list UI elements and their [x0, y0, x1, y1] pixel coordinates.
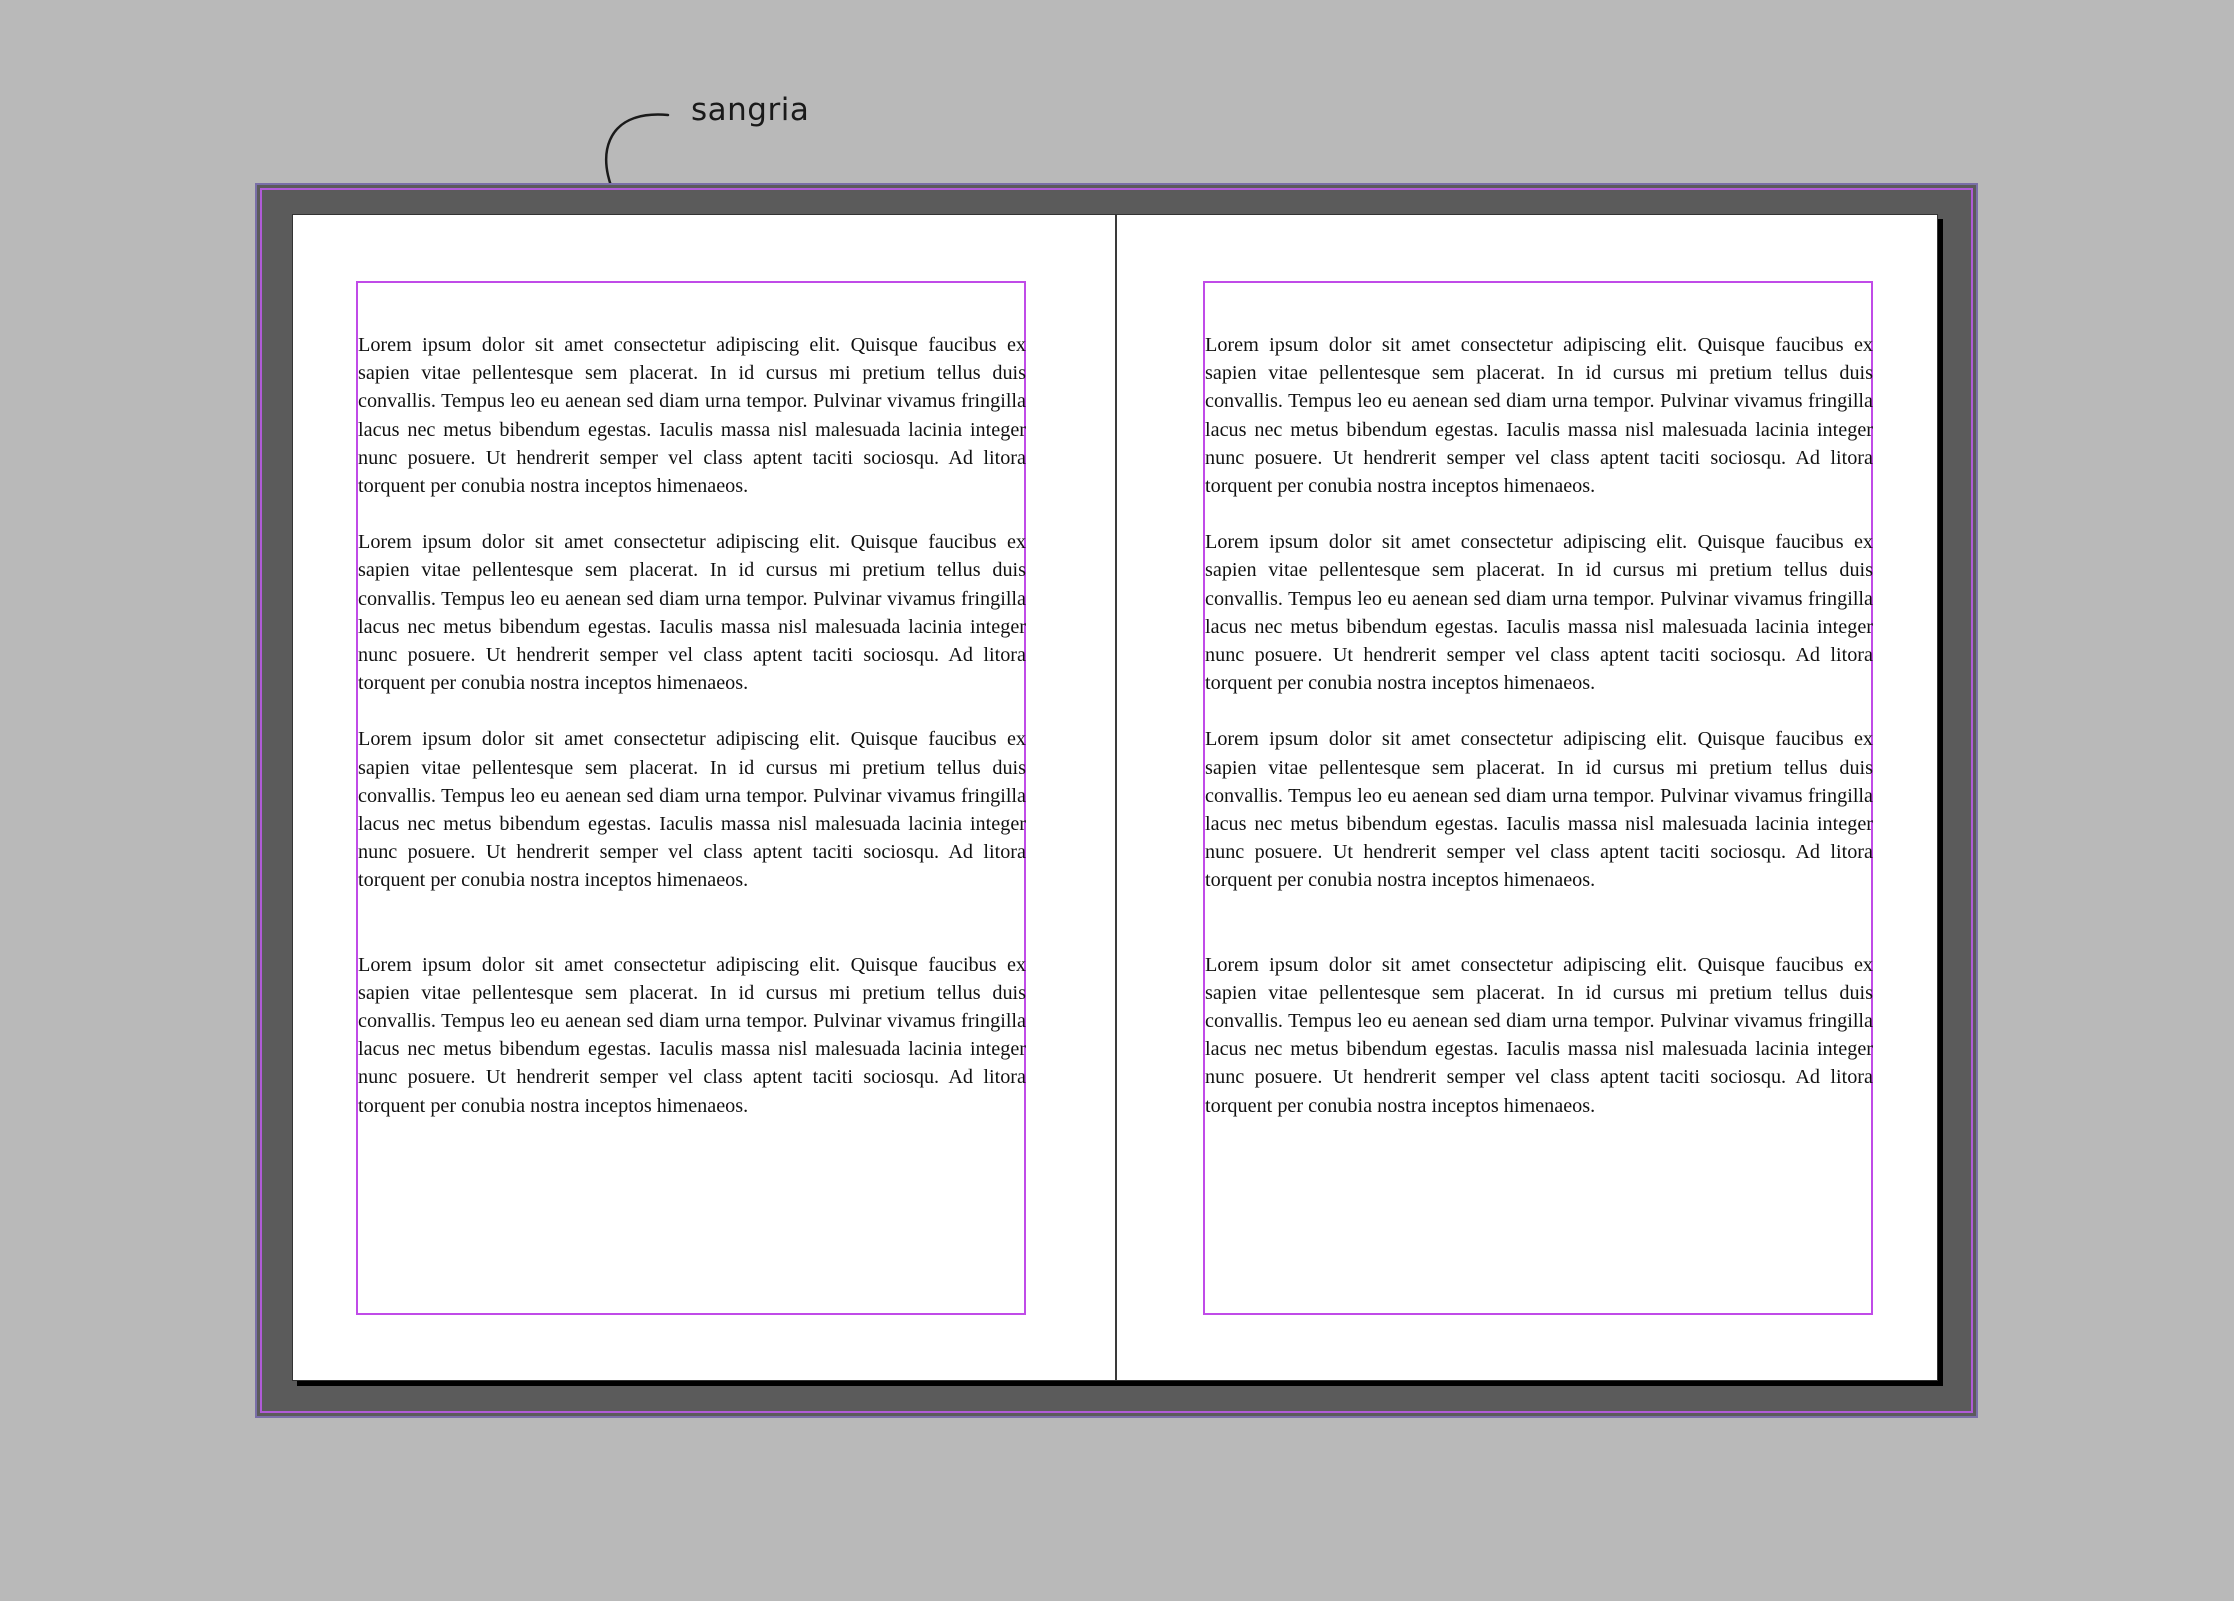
- paragraph: Lorem ipsum dolor sit amet consectetur adipiscing elit. Quisque faucibus ex sapien vitae pellentesque sem placerat. In id cursus mi pretium tellus duis convallis. Tempus leo eu aenean sed diam urna tempor. Pulvinar vivamus fringilla lacus nec metus bibendum egestas. Iaculis massa nisl malesuada lacinia integer nunc posuere. Ut hendrerit semper vel class aptent taciti sociosqu. Ad litora torquent per conubia nostra inceptos himenaeos.: [1205, 334, 1873, 498]
- paragraph: Lorem ipsum dolor sit amet consectetur adipiscing elit. Quisque faucibus ex sapien vitae pellentesque sem placerat. In id cursus mi pretium tellus duis convallis. Tempus leo eu aenean sed diam urna tempor. Pulvinar vivamus fringilla lacus nec metus bibendum egestas. Iaculis massa nisl malesuada lacinia integer nunc posuere. Ut hendrerit semper vel class aptent taciti sociosqu. Ad litora torquent per conubia nostra inceptos himenaeos.: [358, 531, 1026, 695]
- spine-fold: [1115, 215, 1117, 1380]
- paragraph: Lorem ipsum dolor sit amet consectetur adipiscing elit. Quisque faucibus ex sapien vitae pellentesque sem placerat. In id cursus mi pretium tellus duis convallis. Tempus leo eu aenean sed diam urna tempor. Pulvinar vivamus fringilla lacus nec metus bibendum egestas. Iaculis massa nisl malesuada lacinia integer nunc posuere. Ut hendrerit semper vel class aptent taciti sociosqu. Ad litora torquent per conubia nostra inceptos himenaeos.: [358, 728, 1026, 892]
- paragraph: Lorem ipsum dolor sit amet consectetur adipiscing elit. Quisque faucibus ex sapien vitae pellentesque sem placerat. In id cursus mi pretium tellus duis convallis. Tempus leo eu aenean sed diam urna tempor. Pulvinar vivamus fringilla lacus nec metus bibendum egestas. Iaculis massa nisl malesuada lacinia integer nunc posuere. Ut hendrerit semper vel class aptent taciti sociosqu. Ad litora torquent per conubia nostra inceptos himenaeos.: [1205, 728, 1873, 892]
- left-page-margin-guide: [356, 281, 1026, 1315]
- paragraph: Lorem ipsum dolor sit amet consectetur adipiscing elit. Quisque faucibus ex sapien vitae pellentesque sem placerat. In id cursus mi pretium tellus duis convallis. Tempus leo eu aenean sed diam urna tempor. Pulvinar vivamus fringilla lacus nec metus bibendum egestas. Iaculis massa nisl malesuada lacinia integer nunc posuere. Ut hendrerit semper vel class aptent taciti sociosqu. Ad litora torquent per conubia nostra inceptos himenaeos.: [358, 953, 1026, 1117]
- sangria-label: sangria: [691, 92, 810, 128]
- paragraph: Lorem ipsum dolor sit amet consectetur adipiscing elit. Quisque faucibus ex sapien vitae pellentesque sem placerat. In id cursus mi pretium tellus duis convallis. Tempus leo eu aenean sed diam urna tempor. Pulvinar vivamus fringilla lacus nec metus bibendum egestas. Iaculis massa nisl malesuada lacinia integer nunc posuere. Ut hendrerit semper vel class aptent taciti sociosqu. Ad litora torquent per conubia nostra inceptos himenaeos.: [1205, 531, 1873, 695]
- right-page-text-frame: [1205, 331, 1873, 1148]
- paragraph: Lorem ipsum dolor sit amet consectetur adipiscing elit. Quisque faucibus ex sapien vitae pellentesque sem placerat. In id cursus mi pretium tellus duis convallis. Tempus leo eu aenean sed diam urna tempor. Pulvinar vivamus fringilla lacus nec metus bibendum egestas. Iaculis massa nisl malesuada lacinia integer nunc posuere. Ut hendrerit semper vel class aptent taciti sociosqu. Ad litora torquent per conubia nostra inceptos himenaeos.: [1205, 953, 1873, 1117]
- left-page-text-frame: [358, 331, 1026, 1148]
- page-spread: [292, 214, 1938, 1381]
- right-page-margin-guide: [1203, 281, 1873, 1315]
- paragraph: Lorem ipsum dolor sit amet consectetur adipiscing elit. Quisque faucibus ex sapien vitae pellentesque sem placerat. In id cursus mi pretium tellus duis convallis. Tempus leo eu aenean sed diam urna tempor. Pulvinar vivamus fringilla lacus nec metus bibendum egestas. Iaculis massa nisl malesuada lacinia integer nunc posuere. Ut hendrerit semper vel class aptent taciti sociosqu. Ad litora torquent per conubia nostra inceptos himenaeos.: [358, 334, 1026, 498]
